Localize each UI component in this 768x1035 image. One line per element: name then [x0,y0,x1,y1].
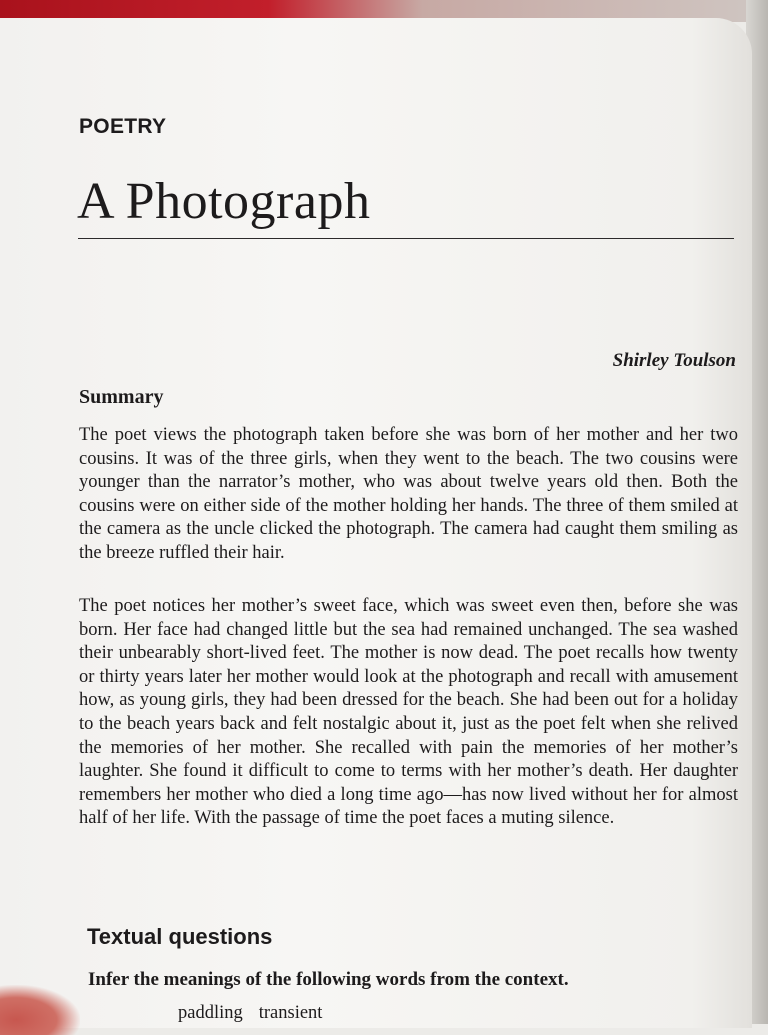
word-list [178,1003,322,1024]
page-title: A Photograph [77,173,371,230]
summary-heading: Summary [79,386,164,408]
word-item: paddling [178,1003,243,1023]
question-instruction: Infer the meanings of the following words from the context. [88,969,569,990]
summary-paragraph-2: The poet notices her mother’s sweet face, which was sweet even then, before she was born. Her face had changed little but the sea had remained unchanged. The sea washed their unbearably short-lived feet. The mother is now dead. The poet recalls how twenty or thirty years later her mother would look at the photograph and recall with amusement how, as young girls, they had been dressed for the beach. She had been out for a holiday to the beach years back and felt nostalgic about it, just as the poet felt when she relived the memories of her mother. She recalled with pain the memories of her mother’s laughter. She found it difficult to come to terms with her mother’s death. Her daughter remembers her mother who died a long time ago—has now lived without her for almost half of her life. With the passage of time the poet faces a muting silence. [79,596,738,829]
section-label: POETRY [79,115,167,138]
textual-questions-heading: Textual questions [87,924,273,949]
word-item: transient [258,1003,323,1023]
summary-paragraph-1: The poet views the photograph taken before she was born of her mother and her two cousins. It was of the three girls, when they went to the beach. The two cousins were younger than the narrator’s mother, who was about twelve years old then. Both the cousins were on either side of the mother holding her hands. The three of them smiled at the camera as the uncle clicked the photograph. The camera had caught them smiling as the breeze ruffled their hair. [79,425,738,563]
thumb-corner [0,985,80,1035]
title-underline [78,238,734,239]
author-name: Shirley Toulson [612,350,736,371]
